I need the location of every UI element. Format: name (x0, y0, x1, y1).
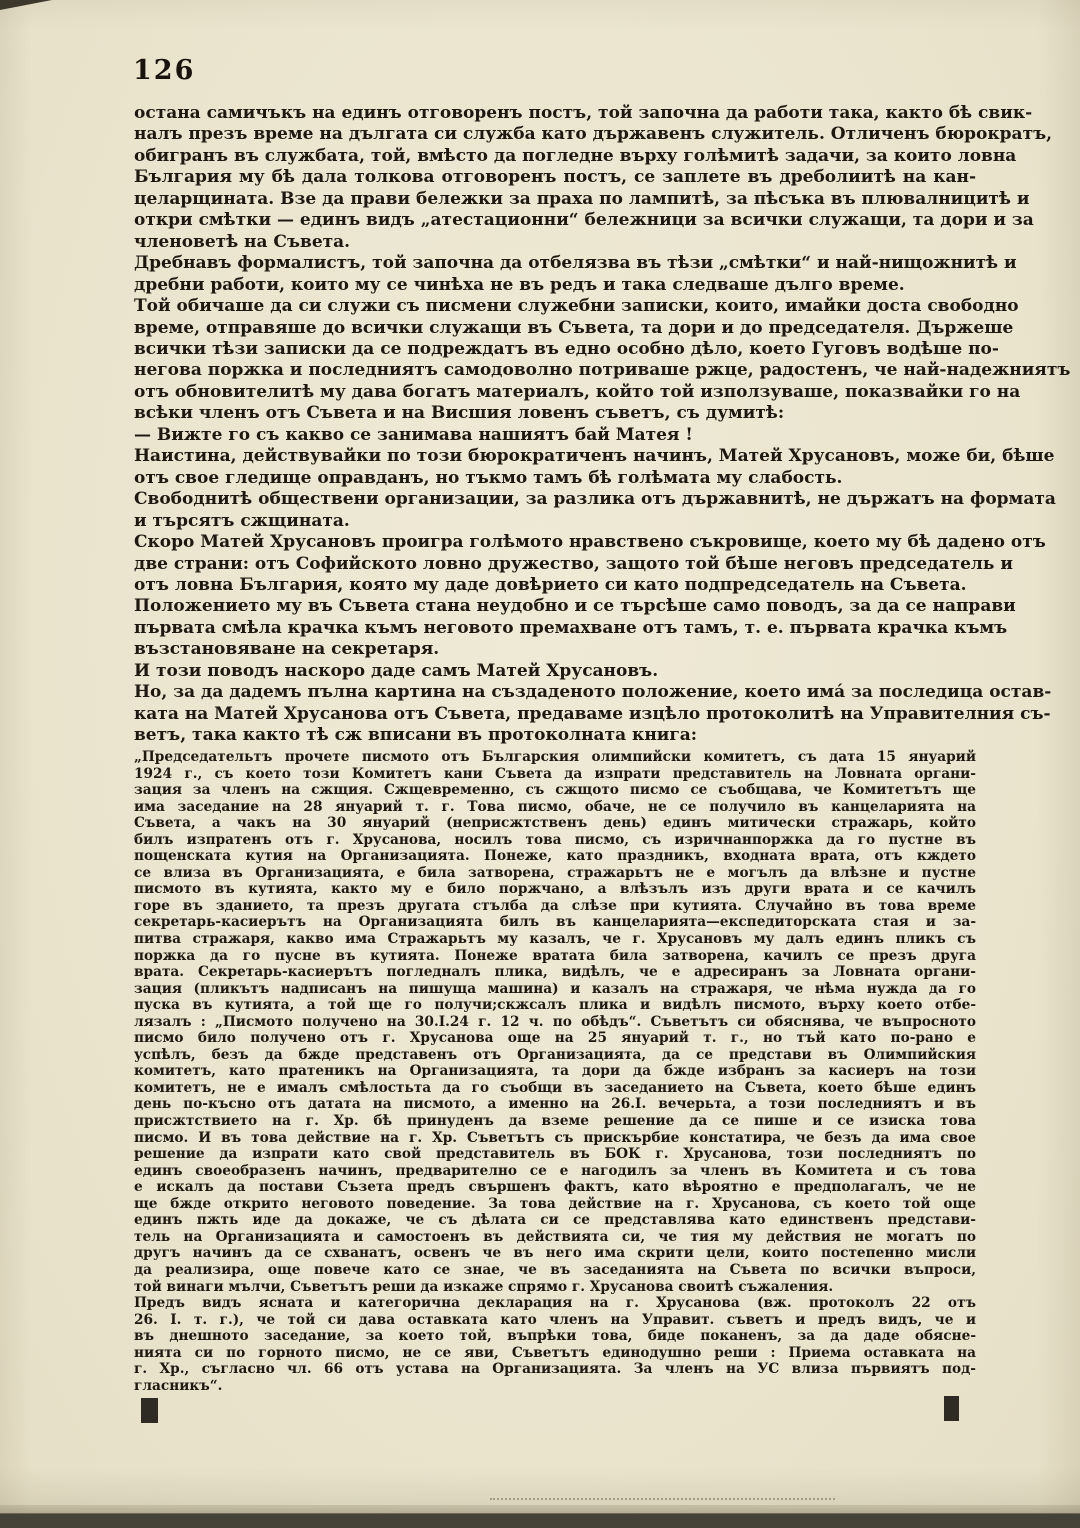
text-line: отъ свое гледище оправданъ, но тъкмо тамъ бѣ голѣмата му слабость. (134, 467, 843, 488)
text-line: 1924 г., съ което този Комитетъ кани Съвета да изпрати представитель на Ловната органи- (134, 765, 976, 782)
text-line: ката на Матей Хрусанова отъ Съвета, предаваме изцѣло протоколитѣ на Управителния съ- (134, 703, 1051, 724)
text-line: пуска въ кутията, а той ще го получи;скжсалъ плика и видѣлъ писмото, върху което отбе- (134, 997, 976, 1014)
text-line: той винаги мълчи, Съветътъ реши да изкаже спрямо г. Хрусанова своитѣ съжаления. (134, 1278, 834, 1295)
text-line: отъ обновителитѣ му дава богатъ материалъ, който той използуваше, показвайки го на (134, 381, 1021, 402)
text-line: дребни работи, които му се чинѣха не въ редъ и така следваше дълго време. (134, 274, 905, 295)
text-line: писмото въ кутията, както му е било поржчано, а влѣзълъ изъ други врата и се качилъ (134, 881, 976, 898)
text-line: зация за членъ на сжщия. Сжщевременно, съ сжщото писмо се съобщава, че Комитетътъ ще (134, 782, 976, 799)
page-number: 126 (133, 55, 196, 86)
text-line: откри смѣтки — единъ видъ „атестационни“ бележници за всички служащи, та дори и за (134, 210, 1034, 231)
scan-edge-bottom (0, 1513, 1080, 1528)
text-line: Предъ видъ ясната и категорична декларация на г. Хрусанова (вж. протоколъ 22 отъ (134, 1295, 976, 1312)
text-line: решение да изпрати като свой представитель въ БОК г. Хрусанова, този последниятъ по (134, 1146, 976, 1163)
text-line: Свободнитѣ обществени организации, за разлика отъ държавнитѣ, не държатъ на формата (134, 489, 1056, 510)
text-line: Той обичаше да си служи съ писмени служебни записки, които, имайки доста свободно (134, 296, 1019, 317)
text-line: и търсятъ сжщината. (134, 510, 350, 531)
text-line: лязалъ : „Писмото получено на 30.I.24 г. 12 ч. по обѣдъ“. Съветътъ си обяснява, че въпросното (134, 1013, 976, 1030)
text-line: единъ пжть иде да докаже, че съ дѣлата си се представлява като единственъ представи- (134, 1212, 976, 1229)
text-line: налъ презъ време на дългата си служба като държавенъ служитель. Отличенъ бюрократъ, (134, 124, 1053, 145)
text-line: И този поводъ наскоро даде самъ Матей Хрусановъ. (134, 660, 659, 681)
protocol-text (134, 749, 976, 1394)
text-line: целарщината. Взе да прави бележки за праха по лампитѣ, за пѣсъка въ плювалницитѣ и (134, 188, 1030, 209)
text-line: писмо било получено отъ г. Хрусанова още на 25 януарий т. г., но тъй като по-рано е (134, 1030, 976, 1047)
text-line: зация (пликътъ надписанъ на пишуща машина) и казалъ на стражаря, че нѣма нужда да го (134, 980, 976, 997)
text-line: ще бжде открито неговото поведение. За това действие на г. Хрусанова, съ което той още (134, 1195, 976, 1212)
text-line: пощенската кутия на Организацията. Понеже, като праздникъ, входната врата, отъ кждето (134, 848, 976, 865)
text-line: да реализира, още повече като се знае, че въ заседанията на Съвета по всички въпроси, (134, 1261, 976, 1278)
text-line: писмо. И въ това действие на г. Хр. Съветътъ съ прискърбие констатира, че безъ да има свое (134, 1129, 976, 1146)
text-line: въ днешното заседание, за което той, въпрѣки това, биде поканенъ, за да даде обясне- (134, 1328, 976, 1345)
text-line: нията си по горното писмо, не се яви, Съветътъ единодушно реши : Приема оставката на (134, 1344, 976, 1361)
print-registration-mark-left (141, 1398, 158, 1423)
text-line: гласникъ“. (134, 1377, 223, 1394)
text-line: присжтствието на г. Хр. бѣ принуденъ да вземе решение да се пише и се изиска това (134, 1113, 976, 1130)
scan-artifact-dots (490, 1498, 835, 1500)
text-line: г. Хр., съгласно чл. 66 отъ устава на Организацията. За членъ на УС влиза първиятъ под- (134, 1361, 976, 1378)
text-line: всѣки членъ отъ Съвета и на Висшия ловенъ съветъ, съ думитѣ: (134, 403, 785, 424)
text-line: ветъ, така както тѣ сж вписани въ протоколната книга: (134, 725, 698, 746)
text-line: горе въ зданието, та презъ другата стълба да слѣзе при кутията. Случайно въ това време (134, 897, 976, 914)
text-line: Наистина, действувайки по този бюрократиченъ начинъ, Матей Хрусановъ, може би, бѣше (134, 446, 1055, 467)
text-line: Скоро Матей Хрусановъ проигра голѣмото нравствено съкровище, което му бѣ дадено отъ (134, 532, 1046, 553)
text-line: се влиза въ Организацията, е била затворена, стражарьтъ не е могълъ да влѣзне и пустне (134, 864, 976, 881)
text-line: Дребнавъ формалистъ, той започна да отбелязва въ тѣзи „смѣтки“ и най-нищожнитѣ и (134, 253, 1017, 274)
text-line: питва стражаря, какво има Стражарьтъ му казалъ, че г. Хрусановъ му далъ единъ пликъ съ (134, 931, 976, 948)
text-line: — Вижте го съ какво се занимава нашиятъ бай Матея ! (134, 424, 693, 445)
text-line: день по-късно отъ датата на писмото, а именно на 26.I. вечерьта, а този последниятъ и въ (134, 1096, 976, 1113)
text-line: остана самичъкъ на единъ отговоренъ постъ, той започна да работи така, както бѣ свик- (134, 103, 1033, 123)
text-line: членоветѣ на Съвета. (134, 231, 351, 252)
text-line: другъ начинъ да се схванатъ, освенъ че въ него има скрити цели, които постепенно мисли (134, 1245, 976, 1262)
text-line: обигранъ въ службата, той, вмѣсто да погледне върху голѣмитѣ задачи, за които ловна (134, 145, 1017, 166)
text-line: България му бѣ дала толкова отговоренъ постъ, се заплете въ дреболиитѣ на кан- (134, 167, 976, 188)
text-line: има заседание на 28 януарий т. г. Това писмо, обаче, не се получило въ канцеларията на (134, 798, 976, 815)
text-line: единъ своеобразенъ начинъ, предварително се е нагодилъ за членъ въ Комитета и съ това (134, 1162, 976, 1179)
text-line: две страни: отъ Софийското ловно дружество, защото той бѣше неговъ председатель и (134, 553, 1013, 574)
text-line: секретарь-касиерътъ на Организацията билъ въ канцеларията—експедиторската стая и за- (134, 914, 976, 931)
text-line: негова поржка и последниятъ самодоволно потриваше ржце, радостенъ, че най-надежниятъ (134, 360, 1071, 381)
text-line: тель на Организацията и самостоенъ въ действията си, че тия му действия не могатъ по (134, 1228, 976, 1245)
text-line: първата смѣла крачка къмъ неговото премахване отъ тамъ, т. е. първата крачка къмъ (134, 617, 1008, 638)
text-line: успѣлъ, безъ да бжде представенъ отъ Организацията, да се представи въ Олимпийския (134, 1046, 976, 1063)
print-registration-mark-right (944, 1396, 959, 1421)
text-line: е искалъ да постави Съзета предъ свършенъ фактъ, като вѣроятно е предполагалъ, че не (134, 1179, 976, 1196)
text-line: всички тѣзи записки да се подреждатъ въ едно особно дѣло, което Гуговъ водѣше по- (134, 338, 999, 359)
text-line: Положението му въ Съвета стана неудобно и се търсѣше само поводъ, за да се направи (134, 596, 1016, 617)
text-line: комитетъ, като пратеникъ на Организацията, та дори да бжде избранъ за касиеръ на този (134, 1063, 976, 1080)
text-line: възстановяване на секретаря. (134, 639, 440, 660)
text-line: врата. Секретарь-касиерътъ погледналъ плика, видѣлъ, че е адресиранъ за Ловната органи- (134, 964, 976, 981)
text-line: „Председательтъ прочете писмото отъ Българския олимпийски комитетъ, съ дата 15 януарий (134, 749, 976, 765)
body-text (134, 103, 1071, 747)
text-line: време, отправяше до всички служащи въ Съвета, та дори и до председателя. Държеше (134, 317, 1014, 338)
text-line: отъ ловна България, която му даде довѣрието си като подпредседатель на Съвета. (134, 574, 967, 595)
text-line: билъ изпратенъ отъ г. Хрусанова, носилъ това писмо, съ изричнанпоржка да го пустне въ (134, 831, 976, 848)
text-line: Съвета, а чакъ на 30 януарий (неприсжтственъ день) единъ митически стражарь, който (134, 815, 976, 832)
text-line: Но, за да дадемъ пълна картина на създаденото положение, което има́ за последица остав- (134, 682, 1052, 703)
text-line: комитетъ, не е ималъ смѣлостьта да го съобщи въ заседанието на Съвета, което бѣше единъ (134, 1079, 976, 1096)
text-line: поржка да го пусне въ кутията. Понеже вратата била затворена, качилъ се презъ друга (134, 947, 976, 964)
scan-artifact-corner (0, 0, 52, 10)
text-line: 26. I. т. г.), че той си дава оставката като членъ на Управит. съветъ и предъ видъ, че и (134, 1311, 976, 1328)
